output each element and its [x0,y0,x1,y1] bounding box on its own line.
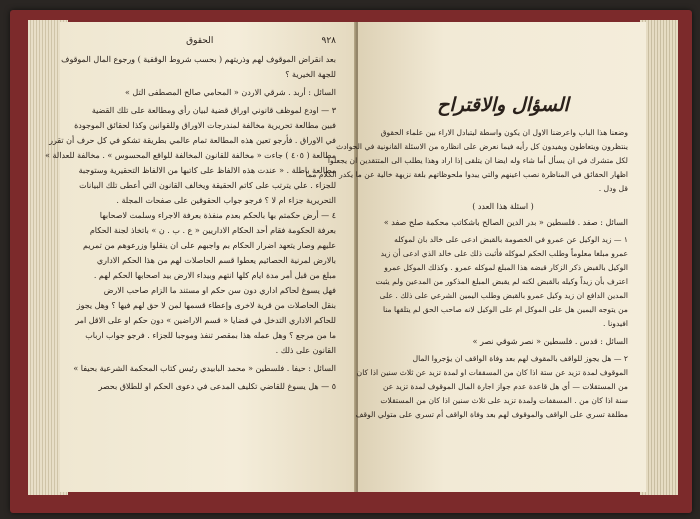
question-block-2 [355,352,628,422]
asker-line: السائل : أربد . شرقي الاردن « المحامي صالح المصطفى التل » [124,88,336,97]
text-line: مبلغ من قبل أمر مدة ايام كلها انتهم وبيداء الارض بيد اصحابها الحكم لهم . [93,271,336,280]
text-line: التحريرية جزاء ام لا ؟ فرجو جواب الحقوقين على صفحات المجلة . [116,196,336,205]
text-line: بنقل الحاصلات من قرية لاخرى وإعطاء قسمها لمن لا حق لهم فيها ؟ وهل يجوز [76,301,336,310]
text-line: المدين الدافع ان زيد وكيل عمرو بالقبض وطلب اليمين الشرعي على ذلك . على [379,291,628,300]
text-line: ما من مرجع ؟ وهل عمله هذا بمقصر تنفذ وموجبا للجزاء . فرجو جواب ارباب [85,331,336,340]
text-line: قل ودل . [598,184,628,193]
text-line: من المستقلات — أي هل قاعدة عدم جواز اجارة المال الموقوف لمدة تزيد عن [382,382,628,391]
text-line: مطالعة ( ٤٠٥ ) جاءت « مخالفة للقانون المخالفة للواقع المحسوس » . مخالفة للعدالة » [45,151,336,160]
text-line: ١ — زيد الوكيل عن عمرو في الخصومة بالقبض ادعى على خالد بان لموكله [394,235,628,244]
asker-line: السائل : حيفا . فلسطين « محمد البابيدي رئيس كتاب المحكمة الشرعية بحيفا » [73,364,336,373]
running-head: الحقوق [186,36,214,46]
text-line: القانون على ذلك . [275,346,336,355]
text-line: في الاوراق . فأرجو تعين هذه المطالعة تمام عالمي بطريقة تشكو في كل حرف أن تقرر [49,136,336,145]
section-subhead: ( اسئلة هذا العدد ) [472,202,534,211]
text-line: بعرفة الحكومة فقام أحد الحكام الاداريين « ع . ب . ن » باتخاذ لجنة الحكام [89,226,336,235]
text-line: الوكيل بالقبض ذكر الزكار قبضه هذا المبلغ لموكله عمرو . وكذلك الموكل عمرو [384,263,628,272]
text-line: ٣ — اودع لموظف قانوني اوراق قضية لبيان رأي ومطالعة على تلك القضية [91,106,336,115]
text-line: فبين مطالعة تحريرية مخالفة لمندرجات الاوراق وللقوانين وكذا لحقائق الموجودة [74,121,336,130]
text-line: ٤ — أرض حكمتم بها بالحكم بعدم منفذة بعرفة الاجراء وسلمت لاصحابها [99,211,336,220]
text-line: فهل يسوغ لحاكم اداري دون سن حكم او مستند ما الزام صاحب الارض [103,286,336,295]
asker-line: السائل : صفد . فلسطين « بدر الدين الصالح باشكاتب محكمة صلح صفد » [383,218,628,227]
text-line: اعترف بأن زيداً وكيله بالقبض لكنه لم يقبض المبلغ المذكور من المدعين ولم يثبت [375,277,628,286]
page-title: السؤال والاقتراح [437,94,569,116]
text-line: سنة اذا كان من . المسقفات ولمدة تزيد على ثلاث سنين اذا كان من المستقلات [380,396,628,405]
page-number: ٩٢٨ [321,36,336,46]
text-line: عمرو مبلغا معلوماً وطلب الحكم لموكله فأثبت ذلك على خالد الذي ادعى أن زيد [380,249,628,258]
left-lines-top [61,52,336,82]
text-line: اظهار الحقائق في المناظرة نصب اعينهم والتي يبدوا ملحوظاتهم بلغة نزيهة خالية عن ما يكدر الكلام مما [305,170,628,179]
text-line: مطالعة باطلة . « عندت هذه الالفاظ على كاتبها من الالفاظ التحقيرية وستوجبة [78,166,336,175]
text-line: ينتظرون ويتعاطون ويفيدون كل رأيه فيما نعرض على انظاره من الاسئلة القانونية في الحوادث [336,142,628,151]
text-line: من يتوجه اليمين هل على الموكل ام على الوكيل لانه صاحب الحق لم يتلقها منا [382,305,628,314]
text-line: ٥ — هل يسوغ للقاضي تكليف المدعى في دعوى الحكم او للطلاق بحصر [98,382,336,391]
text-line: بالارض لمرنية الحصائيم يعطوا قسم الحاصلات لهم من هذا الحكم الاداري [96,256,336,265]
text-line: لكل متشرك في ان يسأل أما شاء وله ايضا ان يتلقى إذا اراد وهذا يطلب الى المتتقدين ان يجعلوا [327,156,628,165]
text-line: الموقوف لمدة تزيد عن ستة اذا كان من المسقفات او لمدة تزيد عن ثلاث سنين اذا كان [356,368,628,377]
text-line: افيدونا . [603,319,628,328]
text-line: للحاكم الاداري التدخل في قضايا « قسم الاراضين » دون حكم او على الاقل امر [75,316,336,325]
text-line: بعد انقراض الموقوف لهم وذريتهم ( بحسب شروط الوقفية ) ورجوع المال الموقوف [61,55,336,64]
text-line: للجهة الخيرية ؟ [285,70,336,79]
left-lines-mid [45,103,336,358]
left-page [45,22,356,492]
text-line: مطلقة تسري على الواقف والموقوف لهم بعد وفاة الواقف أم تسري على متولي الوقف [355,410,628,419]
left-page-header [78,36,336,46]
question-block-1 [375,233,628,331]
asker-line: السائل : قدس . فلسطين « نصر شوقي نصر » [472,337,628,346]
intro-paragraph [305,126,628,196]
text-line: عليهم وصار يتعهد اضرار الحكام بم واجبهم على ان ينقلوا وزرعوهم من تمريم [83,241,336,250]
text-line: للجزاء . علي يترتب على كاتم الحقيقة ويخالف القانون التي أعطى تلك البيانات [79,181,336,190]
text-line: وضعنا هذا الباب واعرضنا الاول ان يكون واسطة ليتبادل الاراء بين علماء الحقوق [380,128,628,137]
text-line: ٢ — هل يجوز للواقف بالمقوف لهم بعد وفاة الواقف ان يؤجروا المال [412,354,628,363]
